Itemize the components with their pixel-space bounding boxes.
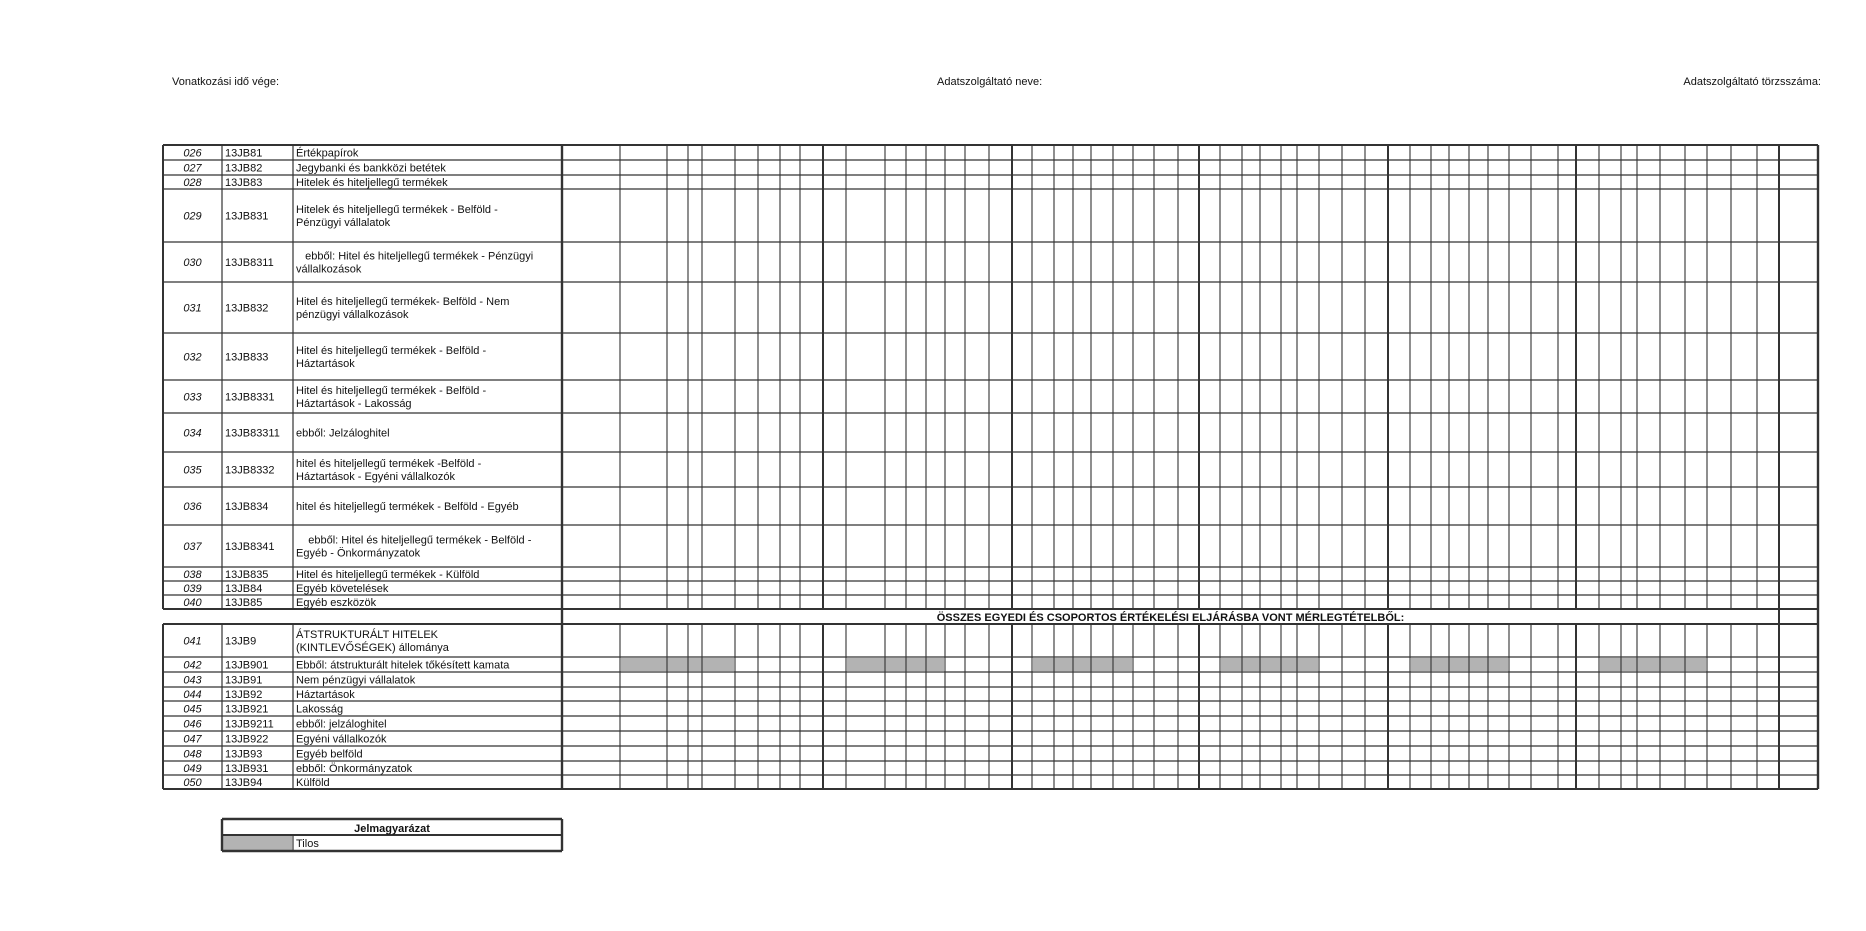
forbidden-cell xyxy=(621,658,734,671)
row-code: 13JB8311 xyxy=(225,257,274,269)
legend-swatch-forbidden xyxy=(223,836,292,850)
row-number: 050 xyxy=(183,777,202,789)
row-description: Pénzügyi vállalatok xyxy=(296,217,391,229)
row-code: 13JB82 xyxy=(225,162,263,175)
row-description: Egyéb belföld xyxy=(296,748,363,761)
row-description: ebből: Hitel és hiteljellegű termékek - Pénzügyi xyxy=(296,250,534,263)
row-code: 13JB833 xyxy=(225,351,269,364)
row-description: Külföld xyxy=(296,777,330,789)
row-description: hitel és hiteljellegű termékek -Belföld - xyxy=(296,458,482,470)
row-code: 13JB835 xyxy=(225,569,269,581)
row-code: 13JB921 xyxy=(225,703,269,716)
row-code: 13JB832 xyxy=(225,302,269,315)
row-description: Háztartások xyxy=(296,358,355,370)
forbidden-cell xyxy=(1033,658,1132,671)
period-end-label: Vonatkozási idő vége: xyxy=(172,76,280,88)
provider-name-label: Adatszolgáltató neve: xyxy=(937,76,1043,88)
row-number: 045 xyxy=(183,703,202,716)
forbidden-cell xyxy=(1221,658,1318,671)
legend-title: Jelmagyarázat xyxy=(354,823,430,835)
row-description: Hitel és hiteljellegű termékek - Belföld - xyxy=(296,385,487,397)
row-description: pénzügyi vállalkozások xyxy=(296,309,409,321)
row-description: ebből: Hitel és hiteljellegű termékek - Belföld - xyxy=(296,534,532,547)
row-code: 13JB9211 xyxy=(225,718,274,731)
row-description: Ebből: átstrukturált hitelek tőkésített kamata xyxy=(296,659,510,672)
row-description: hitel és hiteljellegű termékek - Belföld - Egyéb xyxy=(296,501,519,513)
row-number: 029 xyxy=(183,210,202,223)
row-description: Hitelek és hiteljellegű termékek xyxy=(296,177,448,189)
row-code: 13JB91 xyxy=(225,674,263,687)
row-description: vállalkozások xyxy=(296,263,362,276)
row-code: 13JB93 xyxy=(225,748,263,761)
row-code: 13JB8331 xyxy=(225,391,275,404)
row-number: 048 xyxy=(183,748,202,761)
row-code: 13JB92 xyxy=(225,689,263,701)
row-code: 13JB83 xyxy=(225,177,263,189)
provider-id-label: Adatszolgáltató törzsszáma: xyxy=(1683,76,1821,88)
row-number: 049 xyxy=(183,763,202,775)
row-number: 041 xyxy=(183,635,202,648)
row-code: 13JB931 xyxy=(225,763,269,775)
row-number: 040 xyxy=(183,597,202,609)
row-description: Egyéb - Önkormányzatok xyxy=(296,547,421,560)
row-description: (KINTLEVŐSÉGEK) állománya xyxy=(296,642,449,654)
row-number: 033 xyxy=(183,391,202,404)
legend-item-label: Tilos xyxy=(296,838,319,850)
row-description: ebből: Önkormányzatok xyxy=(296,763,413,775)
row-code: 13JB8341 xyxy=(225,541,275,553)
row-number: 035 xyxy=(183,464,202,477)
row-number: 028 xyxy=(183,177,202,189)
row-description: Jegybanki és bankközi betétek xyxy=(296,162,446,175)
row-number: 043 xyxy=(183,674,202,687)
row-description: Hitelek és hiteljellegű termékek - Belföld - xyxy=(296,204,498,216)
forbidden-cell xyxy=(847,658,944,671)
row-code: 13JB8332 xyxy=(225,464,275,477)
row-number: 042 xyxy=(183,659,202,672)
row-code: 13JB9 xyxy=(225,635,257,648)
row-code: 13JB94 xyxy=(225,777,263,789)
row-description: Lakosság xyxy=(296,703,344,716)
row-number: 039 xyxy=(183,583,202,595)
row-description: Egyéb követelések xyxy=(296,583,389,595)
row-code: 13JB901 xyxy=(225,659,269,672)
row-number: 038 xyxy=(183,569,202,581)
row-number: 044 xyxy=(183,689,202,701)
row-number: 036 xyxy=(183,501,202,513)
row-code: 13JB83311 xyxy=(225,427,280,440)
row-number: 032 xyxy=(183,351,202,364)
forbidden-cell xyxy=(1411,658,1508,671)
row-description: Hitel és hiteljellegű termékek - Külföld xyxy=(296,569,480,581)
row-description: Értékpapírok xyxy=(296,147,359,160)
row-description: Hitel és hiteljellegű termékek - Belföld - xyxy=(296,345,487,357)
row-description: ebből: jelzáloghitel xyxy=(296,718,387,731)
row-description: Egyéb eszközök xyxy=(296,597,377,609)
section-banner: ÖSSZES EGYEDI ÉS CSOPORTOS ÉRTÉKELÉSI ELJÁRÁSBA VONT MÉRLEGTÉTELBŐL: xyxy=(936,612,1405,624)
row-description: Háztartások - Egyéni vállalkozók xyxy=(296,471,455,483)
row-code: 13JB922 xyxy=(225,733,269,746)
row-description: Egyéni vállalkozók xyxy=(296,733,387,746)
row-code: 13JB81 xyxy=(225,147,263,160)
row-number: 046 xyxy=(183,718,202,731)
row-number: 026 xyxy=(183,147,202,160)
row-number: 037 xyxy=(183,541,202,553)
forbidden-cell xyxy=(1600,658,1706,671)
row-number: 031 xyxy=(183,302,202,315)
row-code: 13JB831 xyxy=(225,210,269,223)
row-description: ÁTSTRUKTURÁLT HITELEK xyxy=(296,629,439,641)
row-code: 13JB834 xyxy=(225,501,269,513)
row-number: 030 xyxy=(183,257,202,269)
row-description: Háztartások - Lakosság xyxy=(296,398,412,410)
row-description: Háztartások xyxy=(296,689,355,701)
row-code: 13JB85 xyxy=(225,597,263,609)
row-number: 034 xyxy=(183,427,202,440)
row-description: Hitel és hiteljellegű termékek- Belföld - Nem xyxy=(296,296,510,308)
row-number: 047 xyxy=(183,733,202,746)
row-code: 13JB84 xyxy=(225,583,263,595)
row-number: 027 xyxy=(183,162,202,175)
row-description: Nem pénzügyi vállalatok xyxy=(296,674,416,687)
row-description: ebből: Jelzáloghitel xyxy=(296,427,390,440)
